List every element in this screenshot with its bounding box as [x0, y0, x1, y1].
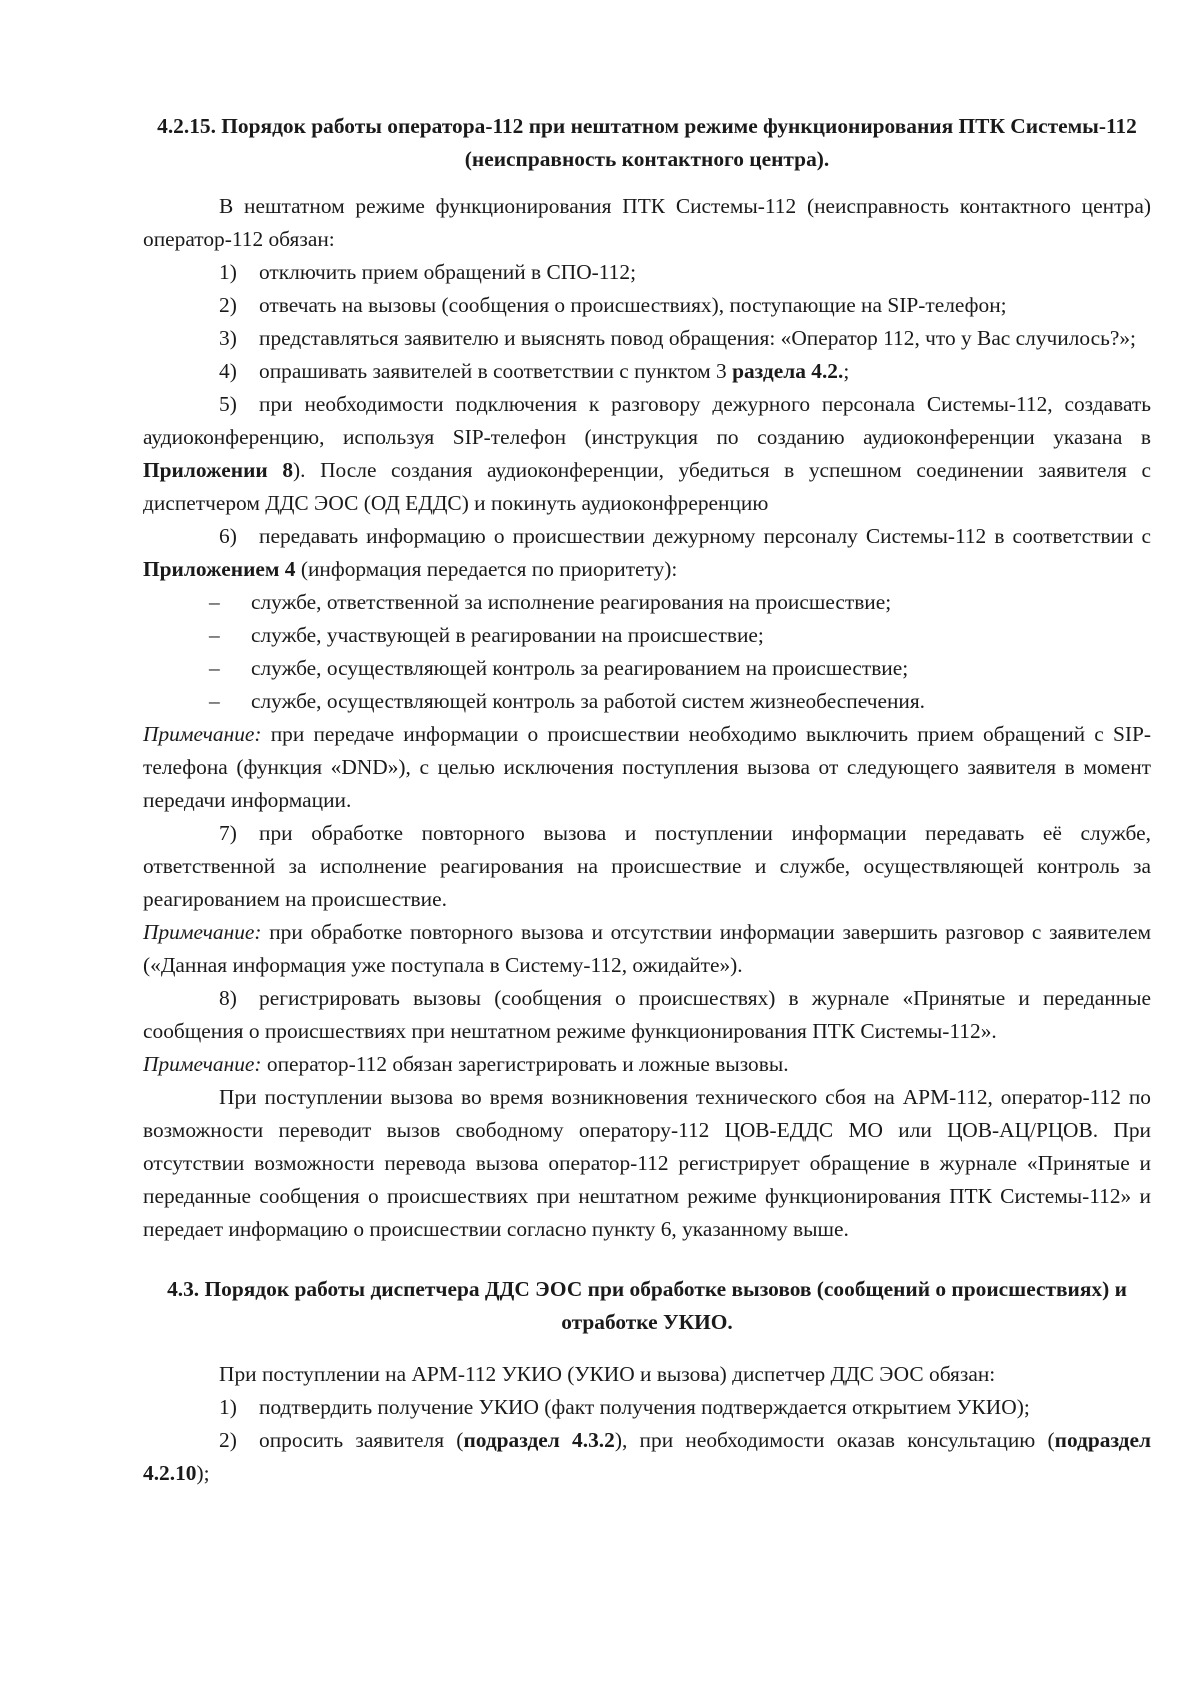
dash-item-2 [143, 619, 1151, 652]
dash-marker: – [209, 623, 220, 647]
item-number: 2) [219, 293, 237, 317]
dash-text: службе, ответственной за исполнение реагирования на происшествие; [251, 590, 892, 614]
item-text: представляться заявителю и выяснять повод обращения: «Оператор 112, что у Вас случилось?»; [259, 326, 1137, 350]
dash-marker: – [209, 590, 220, 614]
list-item-6 [143, 520, 1151, 586]
item-number: 1) [219, 1395, 237, 1419]
item-number: 2) [219, 1428, 237, 1452]
item-number: 8) [219, 986, 237, 1010]
dash-marker: – [209, 689, 220, 713]
item-text: отвечать на вызовы (сообщения о происшествиях), поступающие на SIP-телефон; [259, 293, 1007, 317]
item-number: 5) [219, 392, 237, 416]
dash-text: службе, участвующей в реагировании на происшествие; [251, 623, 764, 647]
dash-item-3 [143, 652, 1151, 685]
failure-paragraph: При поступлении вызова во время возникновения технического сбоя на АРМ-112, оператор-112 по возможности переводит вызов свободному оператору-112 ЦОВ-ЕДДС МО или ЦОВ-АЦ/РЦОВ. При отсутствии возможности перевода вызова оператор-112 регистрирует обращение в журнале «Принятые и переданные сообщения о происшествиях при нештатном режиме функционирования ПТК Системы-112» и передает информацию о происшествии согласно пункту 6, указанному выше. [143, 1085, 1151, 1241]
note-text: оператор-112 обязан зарегистрировать и ложные вызовы. [261, 1052, 789, 1076]
item-text: опросить заявителя ( [259, 1428, 464, 1452]
dash-item-1 [143, 586, 1151, 619]
item-text: подтвердить получение УКИО (факт получения подтверждается открытием УКИО); [259, 1395, 1030, 1419]
list-item-3 [143, 322, 1151, 355]
note-label: Примечание: [143, 1052, 262, 1076]
item-number: 3) [219, 326, 237, 350]
item-text: передавать информацию о происшествии дежурному персоналу Системы-112 в соответствии с [259, 524, 1151, 548]
note-text: при передаче информации о происшествии необходимо выключить прием обращений с SIP-телефона (функция «DND»), с целью исключения поступления вызова от следующего заявителя в момент передачи информации. [143, 722, 1151, 812]
note-label: Примечание: [143, 920, 262, 944]
item-text: отключить прием обращений в СПО-112; [259, 260, 637, 284]
note-3 [143, 1048, 1151, 1081]
item-text-tail: ). После создания аудиоконференции, убедиться в успешном соединении заявителя с диспетчером ДДС ЭОС (ОД ЕДДС) и покинуть аудиоконфреренцию [143, 458, 1152, 515]
item-text-tail: ); [196, 1461, 210, 1485]
list-item-5 [143, 388, 1151, 520]
list-item-4 [143, 355, 1151, 388]
item-number: 4) [219, 359, 237, 383]
dispatcher-item-2 [143, 1424, 1151, 1490]
subsection-reference: подраздел 4.2.10 [143, 1428, 1151, 1485]
item-number: 6) [219, 524, 237, 548]
intro-paragraph: В нештатном режиме функционирования ПТК Системы-112 (неисправность контактного центра) оператор-112 обязан: [143, 194, 1151, 251]
note-2 [143, 916, 1151, 982]
item-text: опрашивать заявителей в соответствии с пунктом 3 [259, 359, 733, 383]
item-text: при обработке повторного вызова и поступлении информации передавать её службе, ответственной за исполнение реагирования на происшествие и службе, осуществляющей контроль за реагированием на происшествие. [143, 821, 1151, 911]
appendix-reference: Приложении 8 [143, 458, 294, 482]
document-page [143, 110, 1151, 1490]
intro-paragraph-2: При поступлении на АРМ-112 УКИО (УКИО и вызова) диспетчер ДДС ЭОС обязан: [219, 1362, 996, 1386]
item-text: при необходимости подключения к разговору дежурного персонала Системы-112, создавать аудиоконференцию, используя SIP-телефон (инструкция по созданию аудиоконференции указана в [143, 392, 1151, 449]
dash-text: службе, осуществляющей контроль за реагированием на происшествие; [251, 656, 909, 680]
item-text-mid: ), при необходимости оказав консультацию ( [614, 1428, 1055, 1452]
section-heading-4-2-15: 4.2.15. Порядок работы оператора-112 при нештатном режиме функционирования ПТК Системы-112 (неисправность контактного центра). [157, 114, 1137, 171]
item-number: 1) [219, 260, 237, 284]
section-heading-4-3: 4.3. Порядок работы диспетчера ДДС ЭОС при обработке вызовов (сообщений о происшествиях) и отработке УКИО. [167, 1277, 1127, 1334]
appendix-reference: Приложением 4 [143, 557, 296, 581]
note-text: при обработке повторного вызова и отсутствии информации завершить разговор с заявителем («Данная информация уже поступала в Систему-112, ожидайте»). [143, 920, 1151, 977]
list-item-8 [143, 982, 1151, 1048]
section-reference: раздела 4.2. [732, 359, 844, 383]
note-1 [143, 718, 1151, 817]
item-text: регистрировать вызовы (сообщения о происшествях) в журнале «Принятые и переданные сообщения о происшествиях при нештатном режиме функционирования ПТК Системы-112». [143, 986, 1151, 1043]
item-number: 7) [219, 821, 237, 845]
note-label: Примечание: [143, 722, 262, 746]
dash-text: службе, осуществляющей контроль за работой систем жизнеобеспечения. [251, 689, 926, 713]
list-item-1 [143, 256, 1151, 289]
subsection-reference: подраздел 4.3.2 [463, 1428, 615, 1452]
item-text-tail: (информация передается по приоритету): [295, 557, 678, 581]
dash-item-4 [143, 685, 1151, 718]
dispatcher-item-1 [143, 1391, 1151, 1424]
list-item-7 [143, 817, 1151, 916]
list-item-2 [143, 289, 1151, 322]
item-text-tail: ; [843, 359, 850, 383]
dash-marker: – [209, 656, 220, 680]
